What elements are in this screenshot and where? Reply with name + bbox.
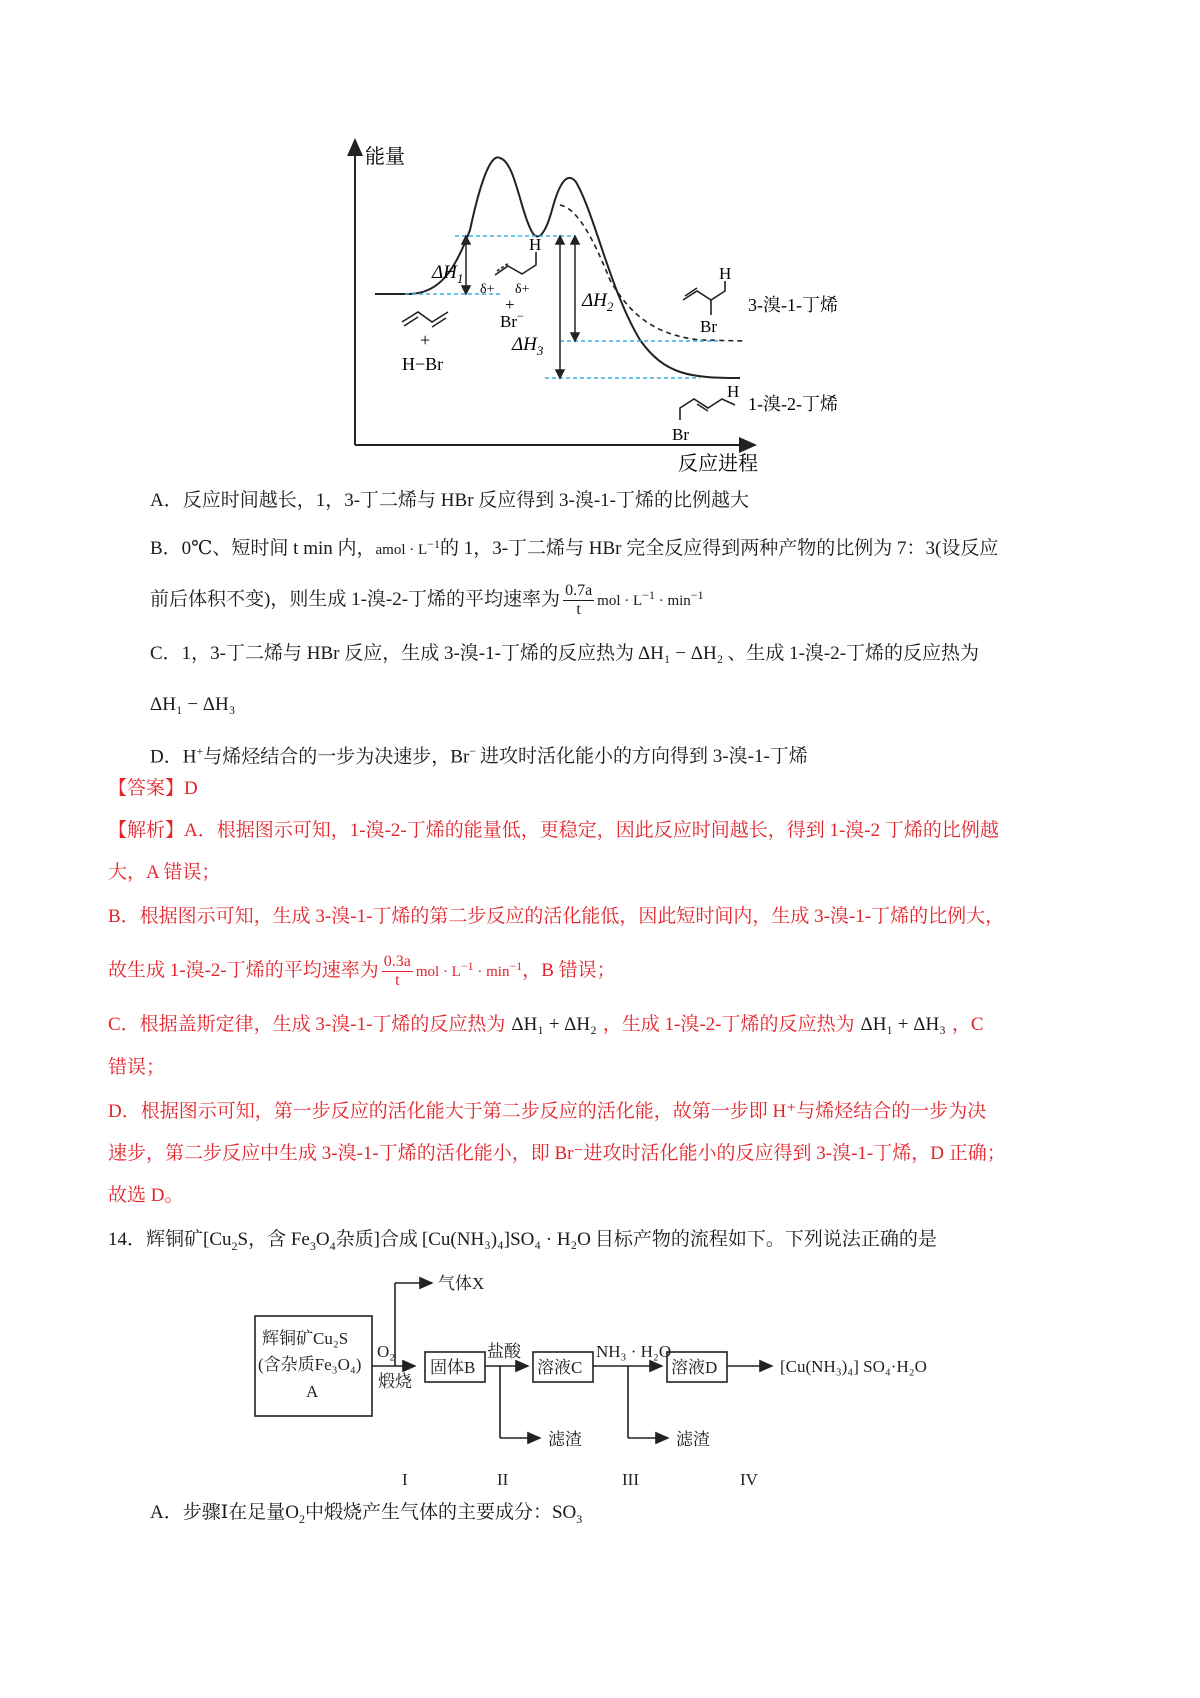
- reactant-plus: +: [420, 330, 431, 350]
- target-product: [Cu(NH₃)₄] SO₄·H₂O: [780, 1357, 927, 1376]
- svg-text:固体B: 固体B: [430, 1358, 476, 1377]
- prod2-structure: [680, 399, 735, 420]
- answer-label: 【答案】D: [108, 778, 198, 799]
- analysis-d-line1: D．根据图示可知，第一步反应的活化能大于第二步反应的活化能，故第一步即 H⁺与烯烃结合的一步为决: [108, 1101, 987, 1122]
- analysis-a-line1: 【解析】A．根据图示可知，1-溴-2-丁烯的能量低，更稳定，因此反应时间越长，得到 1-溴-2 丁烯的比例越: [108, 820, 999, 841]
- step-2: II: [497, 1470, 509, 1489]
- option-c-line2: ΔH₁ − ΔH₃: [150, 694, 236, 715]
- energy-diagram: [0, 0, 1200, 480]
- process-flow: [0, 1260, 1200, 1490]
- y-axis-label: 能量: [365, 146, 405, 168]
- inter-h: H: [529, 235, 542, 254]
- dh2-label: $\Delta H_2$: [582, 290, 614, 314]
- reactant-hbr: H−Br: [402, 354, 444, 374]
- option-c-line1: C．1，3-丁二烯与 HBr 反应，生成 3-溴-1-丁烯的反应热为 ΔH₁ − ΔH₂ 、生成 1-溴-2-丁烯的反应热为: [150, 643, 980, 664]
- conc-unit: amol · $L^{-1}$: [375, 537, 440, 558]
- option-b-line2: 前后体积不变)，则生成 1-溴-2-丁烯的平均速率为 $\frac{0.7a}{t}$ mol · $L^{-1} \cdot \min^{-1}$: [150, 582, 704, 619]
- svg-text:溶液C: 溶液C: [537, 1358, 583, 1377]
- butadiene-structure: [402, 312, 448, 327]
- allyl-cation-structure: [495, 252, 536, 275]
- prod2-br: Br: [672, 425, 689, 444]
- analysis-d-line3: 故选 D。: [108, 1185, 184, 1206]
- inter-br: Br−: [500, 309, 524, 331]
- analysis-b-line1: B．根据图示可知，生成 3-溴-1-丁烯的第二步反应的活化能低，因此短时间内，生成 3-溴-1-丁烯的比例大，: [108, 906, 1005, 927]
- residue-2: 滤渣: [676, 1430, 710, 1449]
- inter-delta2: δ+: [515, 282, 530, 297]
- ore-line2: (含杂质Fe₃O₄): [258, 1355, 362, 1374]
- residue-1: 滤渣: [548, 1430, 582, 1449]
- prod1-h: H: [719, 264, 732, 283]
- analysis-b-line2: 故生成 1-溴-2-丁烯的平均速率为 $\frac{0.3a}{t}$ mol · $L^{-1} \cdot \min^{-1}$，B 错误；: [108, 953, 616, 990]
- prod1-name: 3-溴-1-丁烯: [748, 295, 838, 315]
- inter-plus: +: [505, 295, 515, 314]
- analysis-c-line1: C．根据盖斯定律，生成 3-溴-1-丁烯的反应热为 ΔH₁ + ΔH₂ ，生成 1-溴-2-丁烯的反应热为 ΔH₁ + ΔH₃ ，C: [108, 1014, 984, 1035]
- option-b-line1: B．0℃、短时间 t min 内，amol · $L^{-1}$的 1，3-丁二烯与 HBr 完全反应得到两种产物的比例为 7：3(设反应: [150, 537, 999, 559]
- dh1-label: $\Delta H_1$: [432, 262, 464, 286]
- step-3: III: [622, 1470, 639, 1489]
- analysis-d-line2: 速步，第二步反应中生成 3-溴-1-丁烯的活化能小，即 Br⁻进攻时活化能小的反应得到 3-溴-1-丁烯，D 正确；: [108, 1143, 1006, 1164]
- fraction-0.7a: $\frac{0.7a}{t}$: [565, 582, 593, 619]
- gas-x: 气体X: [438, 1274, 485, 1293]
- calcine-label: 煅烧: [378, 1372, 412, 1391]
- rate-unit: mol · $L^{-1} \cdot \min^{-1}$: [597, 588, 704, 609]
- prod1-br: Br: [700, 317, 717, 336]
- option-a: A．反应时间越长，1，3-丁二烯与 HBr 反应得到 3-溴-1-丁烯的比例越大: [150, 490, 750, 511]
- ore-line3: A: [306, 1382, 319, 1401]
- inter-delta1: δ+: [480, 282, 495, 297]
- reagent-nh3: NH₃ · H₂O: [596, 1342, 672, 1361]
- analysis-c-line2: 错误；: [108, 1057, 166, 1078]
- energy-curve-dashed: [560, 205, 745, 341]
- fraction-0.3a: $\frac{0.3a}{t}$: [383, 953, 411, 990]
- analysis-a-line2: 大，A 错误；: [108, 862, 221, 883]
- prod1-structure: [683, 281, 725, 315]
- prod2-name: 1-溴-2-丁烯: [748, 394, 838, 414]
- step-1: I: [402, 1470, 408, 1489]
- dh3-label: $\Delta H_3$: [512, 334, 544, 358]
- reagent-o2: O₂: [377, 1342, 396, 1361]
- reagent-hcl: 盐酸: [487, 1342, 521, 1361]
- prod2-h: H: [727, 382, 740, 401]
- svg-text:溶液D: 溶液D: [671, 1358, 718, 1377]
- x-axis-label: 反应进程: [678, 453, 758, 475]
- step-4: IV: [740, 1470, 758, 1489]
- option-d: D．H+与烯烃结合的一步为决速步，Br− 进攻时活化能小的方向得到 3-溴-1-丁烯: [150, 744, 808, 768]
- q14-option-a: A．步骤Ⅰ在足量$O_2$中煅烧产生气体的主要成分：$SO_3$: [150, 1502, 583, 1526]
- q14-stem: 14．辉铜矿[$Cu_2S$，含 $Fe_3O_4$杂质]合成 [Cu(NH₃)₄]SO₄ · H₂O 目标产物的流程如下。下列说法正确的是: [108, 1229, 937, 1253]
- ore-line1: 辉铜矿Cu₂S: [262, 1329, 349, 1348]
